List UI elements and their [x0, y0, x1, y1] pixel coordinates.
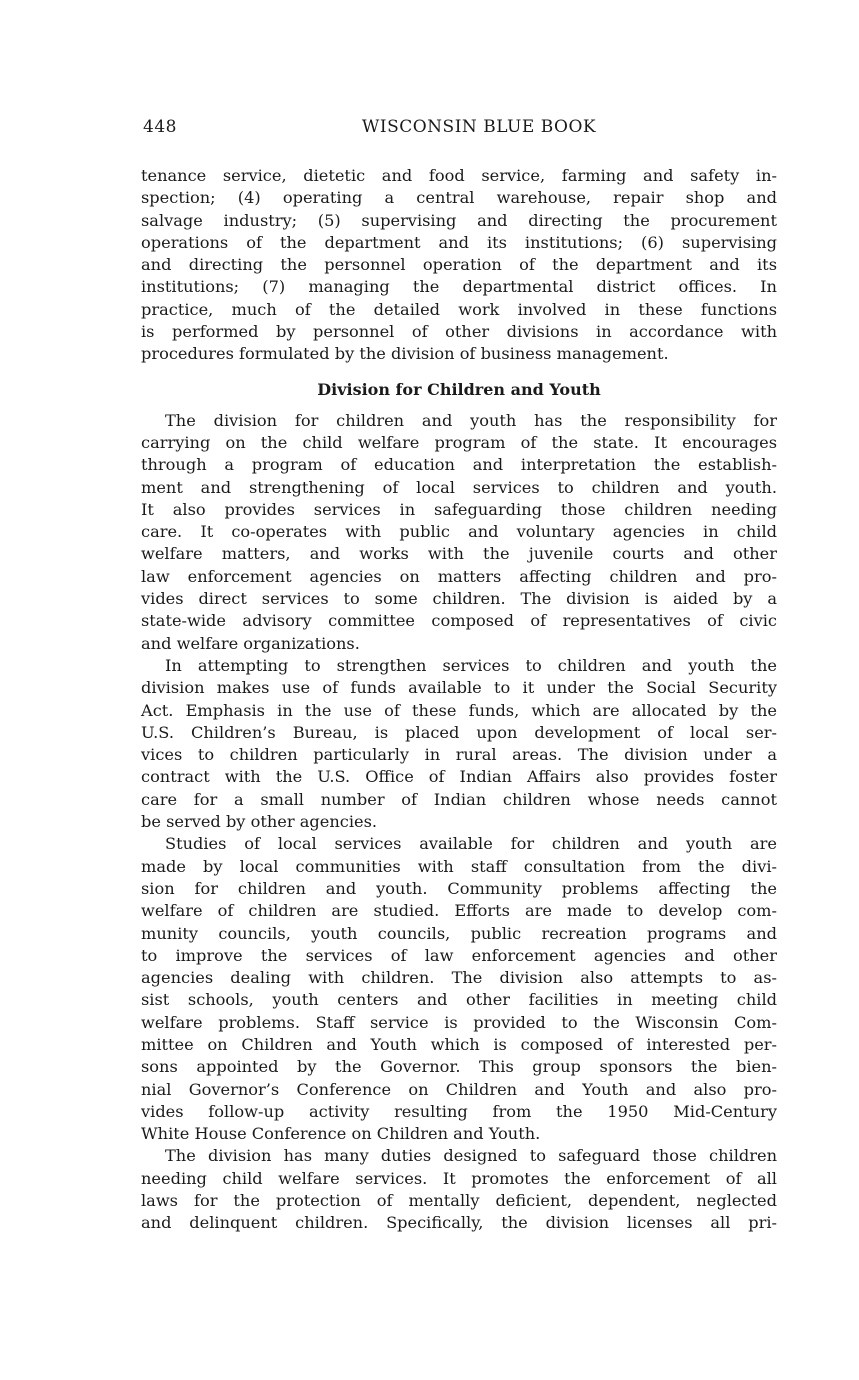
text-line: be served by other agencies. — [141, 812, 378, 832]
text-line: operations of the department and its institutions; (6) supervising — [141, 232, 777, 252]
text-line: spection; (4) operating a central warehouse, repair shop and — [141, 188, 777, 208]
text-line: vides direct services to some children. The division is aided by a — [141, 589, 777, 609]
text-line: and welfare organizations. — [141, 633, 360, 653]
text-line: care. It co-operates with public and voluntary agencies in child — [141, 522, 777, 542]
text-line: state-wide advisory committee composed of representatives of civic — [141, 611, 777, 631]
running-title: WISCONSIN BLUE BOOK — [361, 117, 597, 137]
text-line: It also provides services in safeguarding those children needing — [141, 499, 777, 519]
text-line: contract with the U.S. Office of Indian Affairs also provides foster — [141, 767, 777, 787]
text-line: care for a small number of Indian children whose needs cannot — [141, 789, 777, 809]
paragraph-continuation — [141, 165, 777, 366]
section-heading: Division for Children and Youth — [317, 379, 601, 399]
text-line: sist schools, youth centers and other facilities in meeting child — [141, 990, 777, 1010]
text-line: tenance service, dietetic and food service, farming and safety in- — [141, 166, 777, 185]
paragraph-responsibility — [141, 410, 777, 655]
text-line: Studies of local services available for children and youth are — [165, 834, 777, 854]
text-line: sion for children and youth. Community problems affecting the — [141, 878, 777, 898]
text-line: nial Governor’s Conference on Children and Youth and also pro- — [141, 1079, 777, 1099]
paragraph-duties — [141, 1145, 777, 1234]
text-line: carrying on the child welfare program of the state. It encourages — [141, 432, 777, 452]
text-line: practice, much of the detailed work involved in these functions — [141, 299, 777, 319]
text-line: salvage industry; (5) supervising and directing the procurement — [141, 210, 777, 230]
text-line: ment and strengthening of local services to children and youth. — [141, 477, 777, 497]
paragraph-funds — [141, 655, 777, 833]
text-line: institutions; (7) managing the departmental district offices. In — [141, 277, 777, 297]
text-line: In attempting to strengthen services to children and youth the — [165, 655, 777, 675]
text-line: The division has many duties designed to safeguard those children — [165, 1146, 777, 1166]
text-line: The division for children and youth has the responsibility for — [165, 410, 777, 430]
text-line: U.S. Children’s Bureau, is placed upon development of local ser- — [141, 722, 777, 742]
text-line: and directing the personnel operation of the department and its — [141, 255, 777, 275]
text-line: through a program of education and interpretation the establish- — [141, 455, 777, 475]
text-line: is performed by personnel of other divisions in accordance with — [141, 322, 777, 342]
text-line: procedures formulated by the division of business management. — [141, 344, 669, 364]
body-text — [141, 165, 777, 1235]
text-line: munity councils, youth councils, public recreation programs and — [141, 923, 777, 943]
text-line: division makes use of funds available to it under the Social Security — [141, 678, 777, 698]
text-line: welfare matters, and works with the juvenile courts and other — [141, 544, 777, 564]
text-line: Act. Emphasis in the use of these funds, which are allocated by the — [141, 700, 777, 720]
text-line: agencies dealing with children. The division also attempts to as- — [141, 968, 777, 988]
text-line: sons appointed by the Governor. This group sponsors the bien- — [141, 1057, 777, 1077]
paragraph-studies — [141, 833, 777, 1145]
text-line: to improve the services of law enforcement agencies and other — [141, 945, 777, 965]
text-line: welfare of children are studied. Efforts are made to develop com- — [141, 901, 777, 921]
page-number: 448 — [143, 117, 177, 137]
text-line: made by local communities with staff consultation from the divi- — [141, 856, 777, 876]
text-line: laws for the protection of mentally deficient, dependent, neglected — [141, 1191, 777, 1211]
text-line: mittee on Children and Youth which is composed of interested per- — [141, 1034, 777, 1054]
text-line: law enforcement agencies on matters affecting children and pro- — [141, 566, 777, 586]
text-line: needing child welfare services. It promotes the enforcement of all — [141, 1168, 777, 1188]
text-line: and delinquent children. Specifically, the division licenses all pri- — [141, 1213, 777, 1233]
text-line: vices to children particularly in rural areas. The division under a — [141, 745, 777, 765]
text-line: welfare problems. Staff service is provided to the Wisconsin Com- — [141, 1012, 777, 1032]
running-head — [143, 117, 775, 141]
text-line: White House Conference on Children and Youth. — [141, 1124, 541, 1144]
text-line: vides follow-up activity resulting from the 1950 Mid-Century — [141, 1101, 777, 1121]
